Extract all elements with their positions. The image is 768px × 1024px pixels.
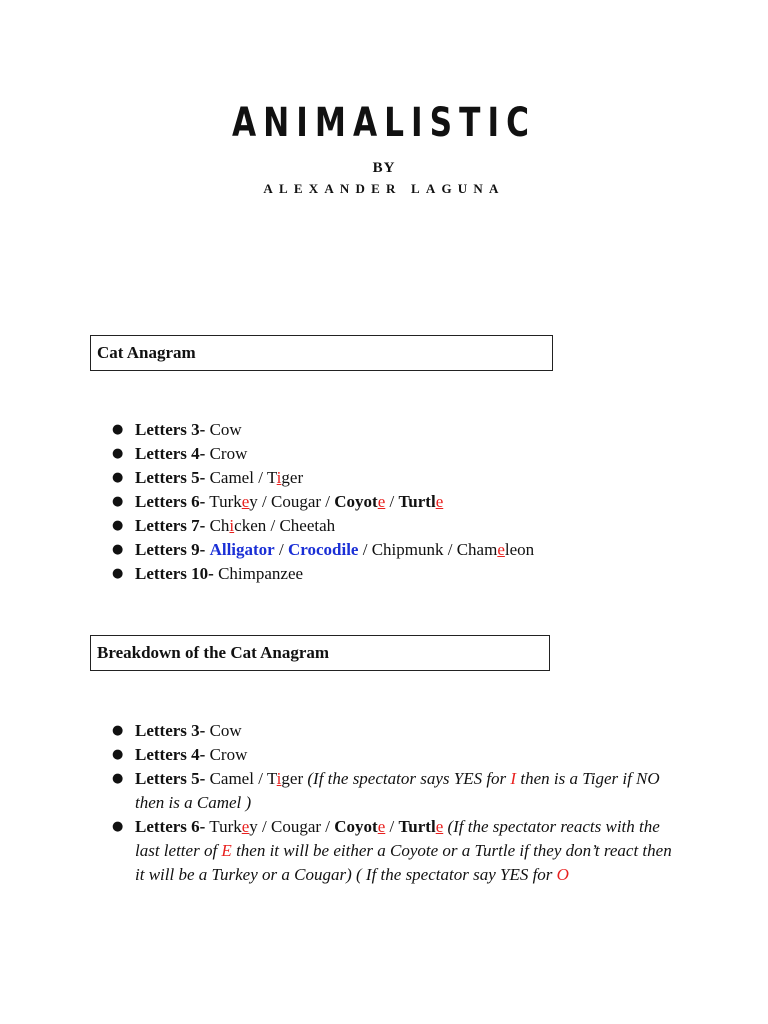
highlight-letter: i [229,516,235,535]
item-text: Turkey / Cougar / Coyote / Turtle [209,492,444,511]
highlight-letter: e [241,492,250,511]
highlight-letter: e [497,540,505,559]
list-item [112,562,534,586]
list-item [112,538,534,562]
highlight-letter: e [435,492,444,511]
item-label: Letters 6- [135,817,206,836]
item-text: Chimpanzee [218,564,304,583]
list-item [112,743,672,767]
item-label: Letters 3- [135,420,206,439]
item-label: Letters 5- [135,468,206,487]
document-title: ANIMALISTIC [231,100,537,146]
list-item [112,442,534,466]
item-text: Camel / Tiger [209,769,304,788]
list-item [112,418,534,442]
highlight-letter: e [435,817,444,836]
section-heading-breakdown [90,635,550,671]
highlight-letter: e [241,817,250,836]
item-text: Cow [209,721,242,740]
item-label: Letters 6- [135,492,206,511]
item-text: Camel / Tiger [209,468,304,487]
item-text: Turkey / Cougar / Coyote / Turtle [209,817,444,836]
section-heading-cat-anagram [90,335,553,371]
list-item [112,490,534,514]
item-label: Letters 4- [135,444,206,463]
note-highlight-letter: O [556,865,569,884]
list-item [112,719,672,743]
item-label: Letters 10- [135,564,214,583]
alligator-word: Alligator [209,540,275,559]
item-label: Letters 7- [135,516,206,535]
highlight-letter: i [276,468,282,487]
item-label: Letters 9- [135,540,206,559]
section-heading-label: Cat Anagram [97,343,196,362]
highlight-letter: i [276,769,282,788]
item-label: Letters 5- [135,769,206,788]
list-item [112,767,672,815]
note-highlight-letter: I [510,769,517,788]
breakdown-list [112,719,672,887]
item-label: Letters 4- [135,745,206,764]
item-text: Cow [209,420,242,439]
list-item [112,466,534,490]
list-item [112,514,534,538]
cat-anagram-list [112,418,534,586]
highlight-letter: e [377,817,386,836]
note-highlight-letter: E [221,841,232,860]
crocodile-word: Crocodile [287,540,359,559]
item-label: Letters 3- [135,721,206,740]
item-note: (If the spectator reacts with the last letter of E then it will be either a Coyote or a Turtle if they don’t react then it will be a Turkey or a Cougar) ( If the spectator say YES for O [135,817,672,884]
list-item [112,815,672,887]
item-text: Crow [209,745,248,764]
section-heading-label: Breakdown of the Cat Anagram [97,643,330,662]
item-text: Chicken / Cheetah [209,516,336,535]
item-text: Alligator / Crocodile / Chipmunk / Chameleon [209,540,535,559]
byline-by: BY [372,160,396,176]
highlight-letter: e [377,492,386,511]
author-name: ALEXANDER LAGUNA [263,181,505,196]
item-note: (If the spectator says YES for I then is a Tiger if NO then is a Camel ) [135,769,660,812]
item-text: Crow [209,444,248,463]
